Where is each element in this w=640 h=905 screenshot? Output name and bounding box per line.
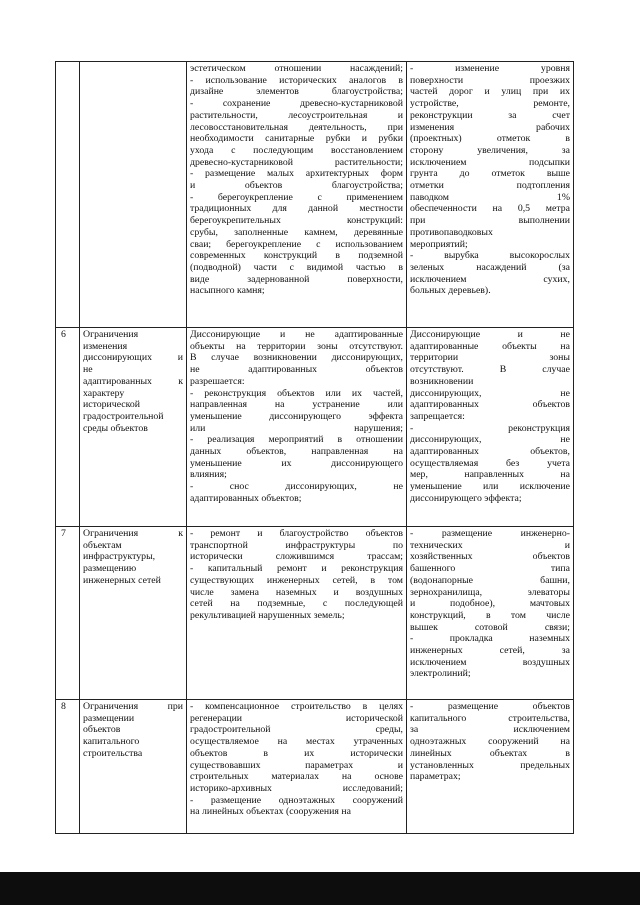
allowed-cell <box>187 62 407 328</box>
text-line: - берегоукрепление с применением <box>190 191 403 203</box>
text-line: направленная на устранение или <box>190 399 403 411</box>
text-line: - изменение уровня <box>410 63 570 74</box>
row-number <box>56 62 80 328</box>
text-line: лесовосстановительная деятельность, при <box>190 121 403 133</box>
text-line: инфраструктуры, <box>83 551 156 563</box>
text-line: размещению <box>83 563 137 575</box>
table-row <box>56 527 574 700</box>
text-line: - размещение объектов <box>410 701 570 712</box>
prohibited-cell <box>407 62 574 328</box>
text-line: линейных объектах в <box>410 747 570 759</box>
text-line: - сохранение древесно-кустарниковой <box>190 98 403 110</box>
text-line: объектов <box>83 724 121 736</box>
text-line: строительства <box>83 747 143 759</box>
text-line: и подобное), мачтовых <box>410 598 570 610</box>
text-line: запрещается: <box>410 410 465 422</box>
text-line: Диссонирующие и не <box>410 329 570 340</box>
text-line: возникновении <box>410 375 474 387</box>
text-line: современных конструкций в подземной <box>190 250 403 262</box>
text-line: (водонапорные башни, <box>410 574 570 586</box>
text-line: устройстве, ремонте, <box>410 98 570 110</box>
text-line: древесно-кустарниковой растительности; <box>190 156 403 168</box>
table-body <box>56 62 574 834</box>
text-line: растительности, лесоустроительная и <box>190 109 403 121</box>
row-number: 6 <box>56 328 80 527</box>
text-line: существующих инженерных сетей, в том <box>190 574 403 586</box>
text-line: вышек сотовой связи; <box>410 621 570 633</box>
restriction-name <box>80 328 187 527</box>
text-line: существовавших параметрах и <box>190 759 403 771</box>
text-line: или нарушения; <box>190 422 403 434</box>
text-line: исключением воздушных <box>410 656 570 668</box>
text-line: адаптированных объектов; <box>190 492 302 504</box>
text-line: сторону увеличения, за <box>410 144 570 156</box>
text-line: за исключением <box>410 724 570 736</box>
text-line: параметрах; <box>410 771 461 783</box>
text-line: характеру <box>83 387 125 399</box>
text-line: В случае возникновении диссонирующих, <box>190 352 403 364</box>
text-line: грунта до отметок выше <box>410 168 570 180</box>
text-line: - капитальный ремонт и реконструкция <box>190 563 403 575</box>
text-line: разрешается: <box>190 375 245 387</box>
text-line: территории зоны <box>410 352 570 364</box>
text-line: исключением сухих, <box>410 273 570 285</box>
text-line: осуществляемая без учета <box>410 457 570 469</box>
text-line: реконструкции за счет <box>410 109 570 121</box>
text-line: диссонирующего эффекта; <box>410 492 522 504</box>
text-line: на линейных объектах (сооружения на <box>190 806 351 818</box>
text-line: установленных предельных <box>410 759 570 771</box>
restriction-name <box>80 62 187 328</box>
text-line: отметки подтопления <box>410 180 570 192</box>
text-line: капитального строительства, <box>410 712 570 724</box>
text-line: обеспеченности на 0,5 метра <box>410 203 570 215</box>
text-line: - реконструкция объектов или их частей, <box>190 387 403 399</box>
row-number: 8 <box>56 700 80 834</box>
text-line: (подводной) части с видимой частью в <box>190 261 403 273</box>
text-line: насыпного камня; <box>190 285 265 297</box>
prohibited-cell <box>407 527 574 700</box>
text-line: - размещение малых архитектурных форм <box>190 168 403 180</box>
text-line: - реконструкция <box>410 422 570 434</box>
text-line: сваи; берегоукрепление с использованием <box>190 238 403 250</box>
text-line: уменьшение или исключение <box>410 481 570 493</box>
text-line: адаптированных объектов <box>410 399 570 411</box>
text-line: диссонирующих, не <box>410 434 570 446</box>
text-line: исторически сложившимся трассам; <box>190 551 403 563</box>
text-line: частей дорог и улиц при их <box>410 86 570 98</box>
text-line: размещении <box>83 712 135 724</box>
text-line: влияния; <box>190 469 227 481</box>
text-line: одноэтажных сооружений на <box>410 736 570 748</box>
text-line: объекты на территории зоны отсутствуют. <box>190 340 403 352</box>
text-line: изменения рабочих <box>410 121 570 133</box>
restriction-name <box>80 700 187 834</box>
text-line: - размещение инженерно- <box>410 528 570 539</box>
row-number: 7 <box>56 527 80 700</box>
text-line: срубы, заполненные камнем, деревянные <box>190 226 403 238</box>
text-line: (проектных) отметок в <box>410 133 570 145</box>
text-line: при выполнении <box>410 215 570 227</box>
text-line: - размещение одноэтажных сооружений <box>190 794 403 806</box>
text-line: инженерных сетей <box>83 574 161 586</box>
text-line: осуществляемое на местах утраченных <box>190 736 403 748</box>
text-line: традиционных для данной местности <box>190 203 403 215</box>
text-line: уменьшение их диссонирующего <box>190 457 403 469</box>
restriction-name <box>80 527 187 700</box>
allowed-cell <box>187 527 407 700</box>
table-row <box>56 62 574 328</box>
text-line: капитального <box>83 736 140 748</box>
text-line: среды объектов <box>83 422 148 434</box>
text-line: изменения <box>83 340 128 352</box>
text-line: башенного типа <box>410 563 570 575</box>
text-line: - использование исторических аналогов в <box>190 74 403 86</box>
allowed-cell <box>187 700 407 834</box>
prohibited-cell <box>407 700 574 834</box>
text-line: диссонирующих, не <box>410 387 570 399</box>
text-line: конструкций, в том числе <box>410 609 570 621</box>
text-line: зернохранилища, элеваторы <box>410 586 570 598</box>
text-line: инженерных сетей, за <box>410 645 570 657</box>
text-line: хозяйственных объектов <box>410 551 570 563</box>
text-line: поверхности проезжих <box>410 74 570 86</box>
text-line: диссонирующих и <box>83 352 183 364</box>
table-row <box>56 700 574 834</box>
scan-bottom-edge <box>0 872 640 905</box>
text-line: не адаптированных объектов <box>190 364 403 376</box>
text-line: берегоукрепительных конструкций: <box>190 215 403 227</box>
text-line: дизайне элементов благоустройства; <box>190 86 403 98</box>
text-line: уменьшение диссонирующего эффекта <box>190 410 403 422</box>
text-line: адаптированные объекты на <box>410 340 570 352</box>
allowed-cell <box>187 328 407 527</box>
text-line: исторической <box>83 399 141 411</box>
prohibited-cell <box>407 328 574 527</box>
text-line: противопаводковых <box>410 226 493 238</box>
text-line: необходимости санитарные рубки и рубки <box>190 133 403 145</box>
text-line: - вырубка высокорослых <box>410 250 570 262</box>
text-line: не <box>83 364 93 376</box>
text-line: рекультивацией нарушенных земель; <box>190 609 345 621</box>
text-line: сетей на подземные, с последующей <box>190 598 403 610</box>
text-line: - ремонт и благоустройство объектов <box>190 528 403 539</box>
text-line: больных деревьев). <box>410 285 491 297</box>
text-line: мер, направленных на <box>410 469 570 481</box>
text-line: строительных материалах на основе <box>190 771 403 783</box>
text-line: - реализация мероприятий в отношении <box>190 434 403 446</box>
text-line: регенерации исторической <box>190 712 403 724</box>
text-line: Ограничения к <box>83 528 183 539</box>
text-line: эстетическом отношении насаждений; <box>190 63 403 74</box>
text-line: градостроительной <box>83 410 164 422</box>
text-line: адаптированных объектов, <box>410 446 570 458</box>
text-line: мероприятий; <box>410 238 468 250</box>
table-row <box>56 328 574 527</box>
text-line: ухода с последующим восстановлением <box>190 144 403 156</box>
text-line: объектов в их исторически <box>190 747 403 759</box>
text-line: Ограничения при <box>83 701 183 712</box>
text-line: градостроительной среды, <box>190 724 403 736</box>
text-line: адаптированных к <box>83 375 183 387</box>
text-line: транспортной инфраструктуры по <box>190 539 403 551</box>
text-line: Диссонирующие и не адаптированные <box>190 329 403 340</box>
text-line: Ограничения <box>83 329 139 340</box>
text-line: историко-архивных исследований; <box>190 782 403 794</box>
text-line: исключением подсыпки <box>410 156 570 168</box>
text-line: отсутствуют. В случае <box>410 364 570 376</box>
text-line: - снос диссонирующих, не <box>190 481 403 493</box>
text-line: и объектов благоустройства; <box>190 180 403 192</box>
text-line: - компенсационное строительство в целях <box>190 701 403 712</box>
text-line: объектам <box>83 539 122 551</box>
text-line: технических и <box>410 539 570 551</box>
text-line: числе замена наземных и воздушных <box>190 586 403 598</box>
text-line: виде задернованной поверхности, <box>190 273 403 285</box>
text-line: электролиний; <box>410 668 471 680</box>
text-line: данных объектов, направленная на <box>190 446 403 458</box>
text-line: - прокладка наземных <box>410 633 570 645</box>
text-line: паводком 1% <box>410 191 570 203</box>
text-line: зеленых насаждений (за <box>410 261 570 273</box>
restrictions-table <box>55 61 574 834</box>
